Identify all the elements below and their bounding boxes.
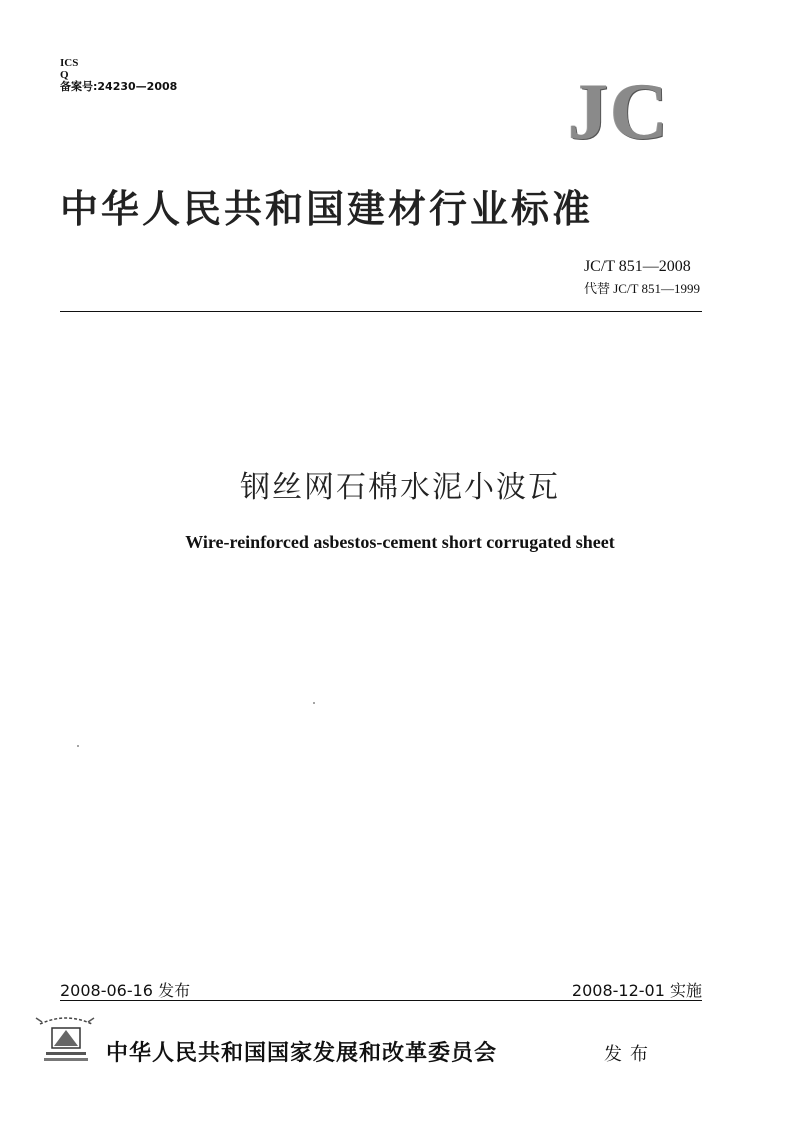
footer-divider — [60, 1000, 702, 1001]
replaces-standard: 代替 JC/T 851—1999 — [583, 281, 700, 296]
publish-label: 发布 — [604, 1044, 656, 1065]
jc-mark: JC — [568, 68, 670, 156]
document-title-zh: 钢丝网石棉水泥小波瓦 — [240, 470, 560, 505]
china-building-materials-seal-icon — [34, 1010, 98, 1068]
metadata-block — [60, 57, 177, 93]
ics-label: ICS — [60, 57, 79, 69]
class-code: Q — [60, 69, 69, 81]
issue-date: 2008-06-16 发布 — [60, 981, 191, 1000]
header-divider — [60, 311, 702, 312]
standard-number-block — [584, 258, 700, 297]
implementation-date: 2008-12-01 实施 — [571, 981, 702, 1000]
standard-number: JC/T 851—2008 — [583, 258, 691, 275]
registration-number: 备案号:24230—2008 — [60, 80, 178, 93]
document-title-en: Wire-reinforced asbestos-cement short corrugated sheet — [185, 532, 615, 552]
publisher-name: 中华人民共和国国家发展和改革委员会 — [106, 1041, 498, 1066]
scan-speck — [77, 745, 79, 747]
scan-speck — [313, 702, 315, 704]
standard-category: 中华人民共和国建材行业标准 — [60, 187, 594, 231]
